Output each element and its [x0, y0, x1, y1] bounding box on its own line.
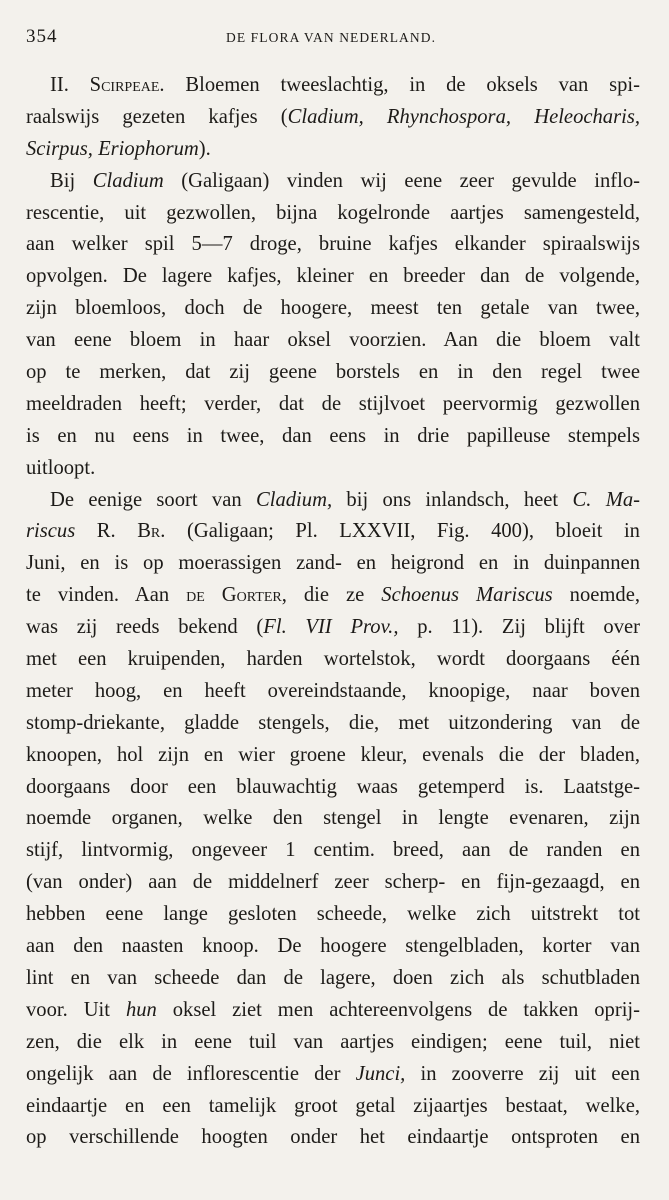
page-body [26, 70, 640, 1154]
text-line: op verschillende hoogten onder het eindaartje ontsproten en [26, 1126, 640, 1149]
text-line: lint en van scheede dan de lagere, doen zich als schutbladen [26, 966, 640, 989]
text-line: rescentie, uit gezwollen, bijna kogelronde aartjes samengesteld, [26, 201, 640, 224]
text-line: met een kruipenden, harden wortelstok, wordt doorgaans één [26, 648, 640, 671]
text-line: raalswijs gezeten kafjes (Cladium, Rhynchospora, Heleocharis, [26, 105, 640, 128]
text-line: Bij Cladium (Galigaan) vinden wij eene zeer gevulde inflo- [50, 169, 640, 192]
text-line: uitloopt. [26, 456, 96, 479]
text-line: te vinden. Aan de Gorter, die ze Schoenus Mariscus noemde, [26, 584, 641, 607]
text-line: op te merken, dat zij geene borstels en in den regel twee [26, 361, 640, 384]
text-line: stomp-driekante, gladde stengels, die, met uitzondering van de [26, 711, 640, 734]
text-line: zijn bloemloos, doch de hoogere, meest ten getale van twee, [26, 297, 640, 320]
text-line: aan den naasten knoop. De hoogere stengelbladen, korter van [26, 935, 640, 958]
text-line: (van onder) aan de middelnerf zeer scherp- en fijn-gezaagd, en [26, 871, 640, 894]
text-line: ongelijk aan de inflorescentie der Junci, in zooverre zij uit een [26, 1062, 640, 1085]
text-line: De eenige soort van Cladium, bij ons inlandsch, heet C. Ma- [50, 488, 641, 511]
text-line: Juni, en is op moerassigen zand- en heigrond en in duinpannen [26, 552, 640, 575]
text-line: stijf, lintvormig, ongeveer 1 centim. breed, aan de randen en [26, 839, 640, 862]
text-line: Scirpus, Eriophorum). [26, 137, 211, 160]
text-line: was zij reeds bekend (Fl. VII Prov., p. 11). Zij blijft over [26, 616, 641, 639]
text-line: meeldraden heeft; verder, dat de stijlvoet peervormig gezwollen [26, 392, 640, 415]
page-number: 354 [26, 26, 58, 47]
text-line: hebben eene lange gesloten scheede, welke zich uitstrekt tot [26, 903, 640, 926]
text-line: aan welker spil 5—7 droge, bruine kafjes elkander spiraalswijs [26, 233, 640, 256]
text-line: zen, die elk in eene tuil van aartjes eindigen; eene tuil, niet [26, 1030, 640, 1053]
text-line: meter hoog, en heeft overeindstaande, knoopige, naar boven [26, 679, 640, 702]
text-line: van eene bloem in haar oksel voorzien. Aan die bloem valt [26, 329, 640, 352]
text-line: knoopen, hol zijn en wier groene kleur, evenals die der bladen, [26, 743, 640, 766]
text-line: doorgaans door een blauwachtig waas getemperd is. Laatstge- [26, 775, 640, 798]
tribe-name: Scirpeae. [89, 74, 165, 96]
running-title: DE FLORA VAN NEDERLAND. [226, 30, 437, 45]
text-line: voor. Uit hun oksel ziet men achtereenvolgens de takken oprij- [26, 998, 640, 1021]
text-line: opvolgen. De lagere kafjes, kleiner en breeder dan de volgende, [26, 265, 640, 288]
page-header [26, 26, 639, 56]
text-line: noemde organen, welke den stengel in lengte evenaren, zijn [26, 807, 640, 830]
text-line: is en nu eens in twee, dan eens in drie papilleuse stempels [26, 424, 640, 447]
text-line: eindaartje en een tamelijk groot getal zijaartjes bestaat, welke, [26, 1094, 640, 1117]
text-line: II. Scirpeae. Bloemen tweeslachtig, in de oksels van spi- [50, 74, 640, 96]
text-line: riscus R. Br. (Galigaan; Pl. LXXVII, Fig. 400), bloeit in [26, 520, 640, 543]
